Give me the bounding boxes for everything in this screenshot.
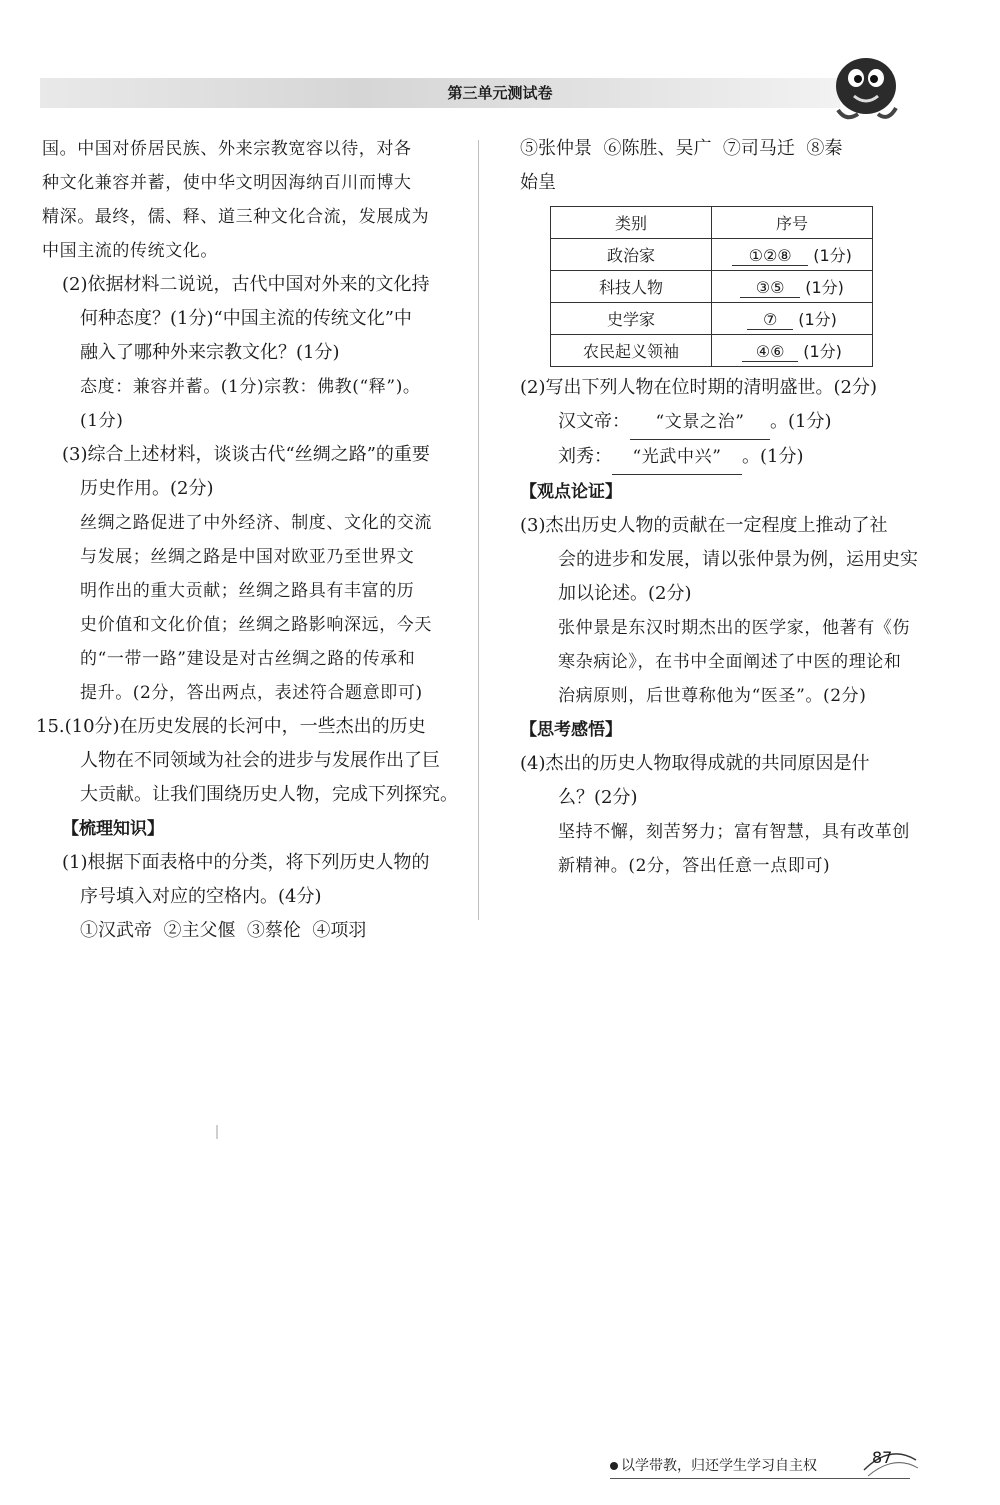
answer-3: 提升。(2分，答出两点，表述符合题意即可): [80, 683, 423, 703]
answer-blank: ①②⑧: [732, 246, 808, 266]
table-header-row: [551, 207, 873, 239]
question-3: (3)杰出历史人物的贡献在一定程度上推动了社: [520, 515, 888, 536]
table-header: 类别: [551, 207, 712, 239]
answer-3: 的“一带一路”建设是对古丝绸之路的传承和: [80, 649, 416, 669]
answer-blank: ⑦: [747, 310, 793, 330]
column-divider: [478, 140, 479, 920]
scan-mark: [216, 1125, 218, 1139]
table-header: 序号: [712, 207, 873, 239]
page-title: 第三单元测试卷: [447, 84, 553, 102]
category-table: [550, 206, 873, 367]
intro-line: 国。中国对侨居民族、外来宗教宽容以待，对各: [42, 139, 412, 159]
answer-2: (1分): [80, 411, 124, 431]
score: (1分): [803, 342, 842, 361]
slogan-text: 以学带教，归还学生学习自主权: [621, 1458, 817, 1474]
answer-4: 新精神。(2分，答出任意一点即可): [558, 856, 831, 876]
answer-blank: ③⑤: [740, 278, 800, 298]
question-15: 大贡献。让我们围绕历史人物，完成下列探究。: [80, 784, 458, 805]
score: (1分): [798, 310, 837, 329]
question-15: 人物在不同领域为社会的进步与发展作出了巨: [80, 750, 440, 771]
question-4: (4)杰出的历史人物取得成就的共同原因是什: [520, 753, 870, 774]
table-cell-answer: [712, 303, 873, 335]
question-2: (2)写出下列人物在位时期的清明盛世。(2分): [520, 377, 877, 398]
question-2: (2)依据材料二说说，古代中国对外来的文化持: [62, 274, 430, 295]
table-row: [551, 335, 873, 367]
question-4: 么？(2分): [558, 787, 638, 808]
answer-3: 寒杂病论》，在书中全面阐述了中医的理论和: [558, 652, 902, 672]
answer-4: 坚持不懈，刻苦努力；富有智慧，具有改革创: [558, 822, 910, 842]
table-cell-answer: [712, 271, 873, 303]
question-3: 加以论述。(2分): [558, 583, 692, 604]
table-cell-answer: [712, 335, 873, 367]
people-list: ⑤张仲景 ⑥陈胜、吴广 ⑦司马迁 ⑧秦: [520, 138, 843, 159]
answer-line: [520, 440, 910, 475]
question-3: 历史作用。(2分): [80, 478, 214, 499]
table-row: [551, 303, 873, 335]
question-2: 融入了哪种外来宗教文化？(1分): [80, 342, 340, 363]
table-cell-category: 政治家: [551, 239, 712, 271]
answer-line: [520, 405, 910, 440]
answer-3: 治病原则，后世尊称他为“医圣”。(2分): [558, 686, 867, 706]
answer-label: 刘秀：: [558, 446, 612, 467]
table-row: [551, 239, 873, 271]
score: 。(1分): [770, 411, 832, 432]
question-3: (3)综合上述材料，谈谈古代“丝绸之路”的重要: [62, 444, 430, 465]
question-15-1: 序号填入对应的空格内。(4分): [80, 886, 322, 907]
answer-3: 张仲景是东汉时期杰出的医学家，他著有《伤: [558, 618, 910, 638]
section-heading-reflection: 【思考感悟】: [520, 720, 622, 740]
intro-line: 中国主流的传统文化。: [42, 241, 218, 261]
mascot-icon: [826, 48, 906, 126]
answer-blank: ④⑥: [742, 342, 798, 362]
answer-2: 态度：兼容并蓄。(1分)宗教：佛教(“释”)。: [80, 377, 421, 397]
section-heading-knowledge: 【梳理知识】: [62, 819, 164, 839]
answer-3: 丝绸之路促进了中外经济、制度、文化的交流: [80, 513, 432, 533]
footer-slogan: [610, 1455, 817, 1475]
answer-blank: “光武中兴”: [612, 440, 742, 475]
people-list: ①汉武帝 ②主父偃 ③蔡伦 ④项羽: [80, 920, 367, 941]
answer-label: 汉文帝：: [558, 411, 630, 432]
question-15-1: (1)根据下面表格中的分类，将下列历史人物的: [62, 852, 430, 873]
bullet-icon: [610, 1462, 618, 1470]
intro-line: 精深。最终，儒、释、道三种文化合流，发展成为: [42, 207, 430, 227]
table-cell-category: 史学家: [551, 303, 712, 335]
table-row: [551, 271, 873, 303]
score: (1分): [813, 246, 852, 265]
score: 。(1分): [742, 446, 804, 467]
score: (1分): [805, 278, 844, 297]
people-list: 始皇: [520, 172, 556, 193]
intro-line: 种文化兼容并蓄，使中华文明因海纳百川而博大: [42, 173, 412, 193]
table-cell-category: 农民起义领袖: [551, 335, 712, 367]
answer-blank: “文景之治”: [630, 405, 770, 440]
answer-3: 明作出的重大贡献；丝绸之路具有丰富的历: [80, 581, 415, 601]
table-cell-category: 科技人物: [551, 271, 712, 303]
section-heading-argument: 【观点论证】: [520, 482, 622, 502]
question-3: 会的进步和发展，请以张仲景为例，运用史实: [558, 549, 918, 570]
left-column: [36, 132, 462, 948]
question-2: 何种态度？(1分)“中国主流的传统文化”中: [80, 308, 412, 329]
page-number: 87: [872, 1448, 893, 1467]
answer-3: 与发展；丝绸之路是中国对欧亚乃至世界文: [80, 547, 415, 567]
right-column: [520, 132, 918, 883]
answer-3: 史价值和文化价值；丝绸之路影响深远，今天: [80, 615, 432, 635]
table-cell-answer: [712, 239, 873, 271]
question-15: 15.(10分)在历史发展的长河中，一些杰出的历史: [36, 716, 426, 737]
